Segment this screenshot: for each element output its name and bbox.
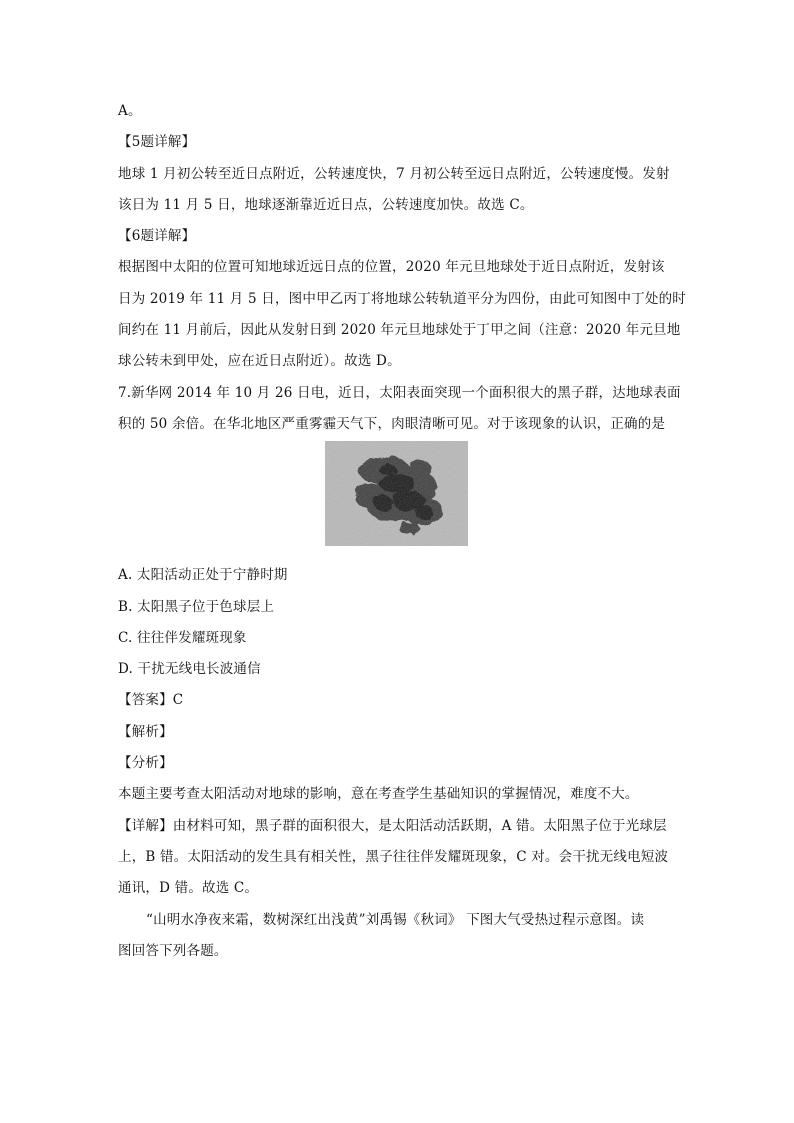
question-intro: 图回答下列各题。 xyxy=(118,942,228,959)
option-a: A. 太阳活动正处于宁静时期 xyxy=(118,567,288,584)
section-heading: 【5题详解】 xyxy=(118,134,196,151)
text-line: 上，B 错。太阳活动的发生具有相关性，黑子往往伴发耀斑现象，C 对。会干扰无线电短波 xyxy=(118,848,669,865)
text-line: 球公转未到甲处，应在近日点附近）。故选 D。 xyxy=(118,353,401,370)
question-intro: “山明水净夜来霜，数树深红出浅黄”刘禹锡《秋词》 下图大气受热过程示意图。读 xyxy=(146,911,645,928)
section-heading: 【分析】 xyxy=(118,755,173,772)
text-line: A。 xyxy=(118,103,142,119)
text-line: 【详解】由材料可知，黑子群的面积很大，是太阳活动活跃期，A 错。太阳黑子位于光球层 xyxy=(118,817,667,834)
sunspot-image xyxy=(325,441,468,546)
text-line: 根据图中太阳的位置可知地球近远日点的位置，2020 年元旦地球处于近日点附近，发射该 xyxy=(118,259,665,276)
option-b: B. 太阳黑子位于色球层上 xyxy=(118,598,275,615)
section-heading: 【6题详解】 xyxy=(118,228,196,245)
section-heading: 【解析】 xyxy=(118,723,173,740)
text-line: 本题主要考查太阳活动对地球的影响，意在考查学生基础知识的掌握情况，难度不大。 xyxy=(118,786,639,803)
option-c: C. 往往伴发耀斑现象 xyxy=(118,629,247,646)
text-line: 通讯，D 错。故选 C。 xyxy=(118,880,259,897)
question-stem: 7.新华网 2014 年 10 月 26 日电，近日，太阳表面突现一个面积很大的黑子群，达地球表面 xyxy=(118,384,681,401)
text-line: 该日为 11 月 5 日，地球逐渐靠近近日点，公转速度加快。故选 C。 xyxy=(118,196,534,213)
figure-container xyxy=(118,441,678,554)
question-stem: 积的 50 余倍。在华北地区严重雾霾天气下，肉眼清晰可见。对于该现象的认识，正确的是 xyxy=(118,415,666,432)
text-line: 间约在 11 月前后，因此从发射日到 2020 年元旦地球处于丁甲之间（注意：2020 年元旦地 xyxy=(118,322,681,339)
document-page xyxy=(118,96,686,967)
text-line: 地球 1 月初公转至近日点附近，公转速度快，7 月初公转至远日点附近，公转速度慢。发射 xyxy=(118,165,670,182)
answer-line: 【答案】C xyxy=(118,692,184,709)
option-d: D. 干扰无线电长波通信 xyxy=(118,661,261,678)
text-line: 日为 2019 年 11 月 5 日，图中甲乙丙丁将地球公转轨道平分为四份，由此可知图中丁处的时 xyxy=(118,290,686,307)
